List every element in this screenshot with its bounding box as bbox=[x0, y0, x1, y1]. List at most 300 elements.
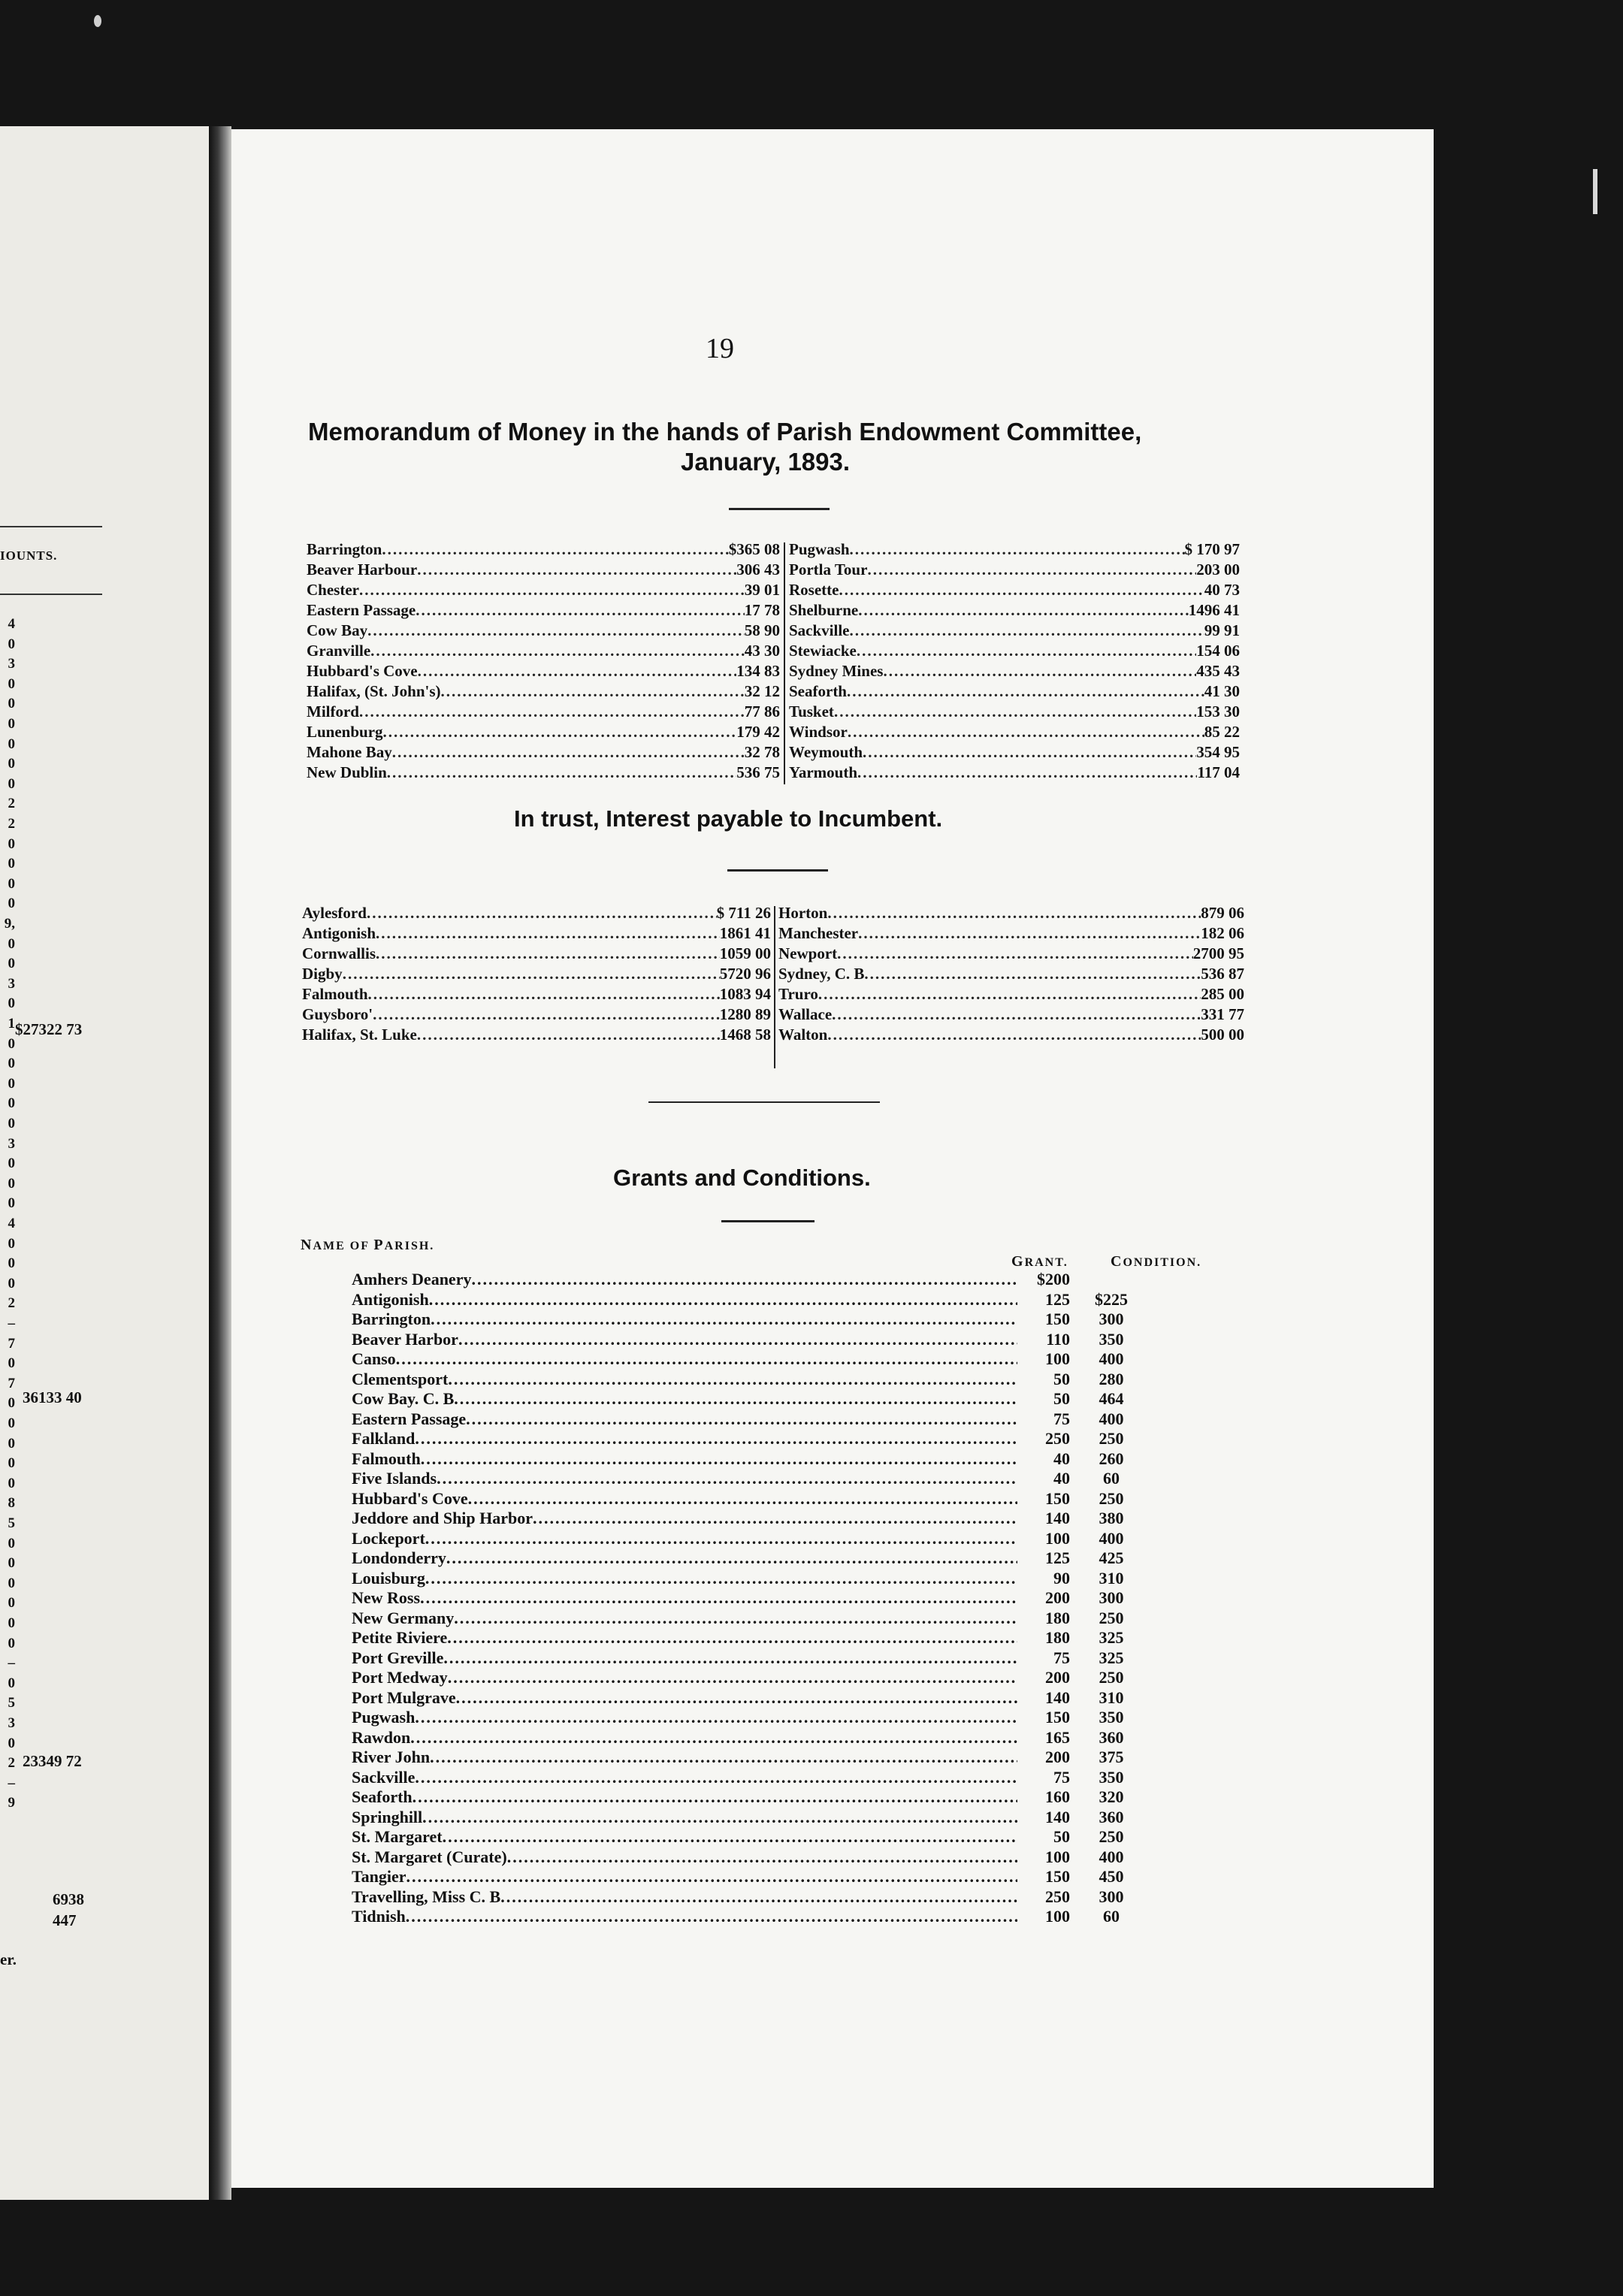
grant-row bbox=[352, 1688, 1153, 1708]
ledger-row bbox=[778, 903, 1244, 923]
amount: 354 95 bbox=[1196, 743, 1240, 761]
edge-digit: 3 bbox=[8, 1715, 15, 1731]
parish-name: Antigonish bbox=[302, 924, 376, 942]
parish-name: Lunenburg bbox=[307, 723, 383, 741]
leader-dots bbox=[864, 964, 1201, 984]
ledger-row bbox=[302, 984, 771, 1005]
ledger-row bbox=[789, 661, 1240, 681]
leader-dots bbox=[832, 1005, 1201, 1025]
parish-name: Springhill bbox=[352, 1807, 423, 1826]
parish-name: Barrington bbox=[307, 540, 382, 558]
ledger-row bbox=[789, 560, 1240, 580]
grant-row bbox=[352, 1489, 1153, 1509]
condition-amount: 250 bbox=[1099, 1827, 1124, 1846]
section-rule bbox=[729, 508, 830, 510]
parish-name: Walton bbox=[778, 1026, 828, 1044]
ledger-row bbox=[302, 1005, 771, 1025]
amount: 203 00 bbox=[1196, 560, 1240, 579]
edge-digit: 0 bbox=[8, 1635, 15, 1651]
ledger-row bbox=[307, 580, 780, 600]
parish-name: Stewiacke bbox=[789, 642, 857, 660]
leader-dots bbox=[858, 923, 1201, 944]
leader-dots bbox=[471, 1270, 1017, 1290]
ledger-row bbox=[789, 600, 1240, 621]
grant-amount: 150 bbox=[1045, 1867, 1070, 1886]
parish-name: Sydney, C. B bbox=[778, 965, 865, 983]
left-page-amount: 6938 bbox=[53, 1890, 84, 1908]
grant-amount: 160 bbox=[1045, 1787, 1070, 1806]
grant-amount: $200 bbox=[1037, 1270, 1070, 1288]
edge-digit: 0 bbox=[8, 835, 15, 852]
parish-name: Pugwash bbox=[789, 540, 850, 558]
grant-row bbox=[352, 1330, 1153, 1350]
parish-name: Manchester bbox=[778, 924, 859, 942]
grant-amount: 150 bbox=[1045, 1310, 1070, 1328]
condition-amount: 60 bbox=[1103, 1469, 1120, 1488]
amount: 2700 95 bbox=[1192, 944, 1244, 962]
condition-amount: 310 bbox=[1099, 1687, 1124, 1707]
edge-digit: 7 bbox=[8, 1375, 15, 1391]
parish-name: Hubbard's Cove bbox=[307, 662, 418, 680]
ledger-row bbox=[778, 1005, 1244, 1025]
leader-dots bbox=[863, 742, 1196, 763]
grant-amount: 165 bbox=[1045, 1727, 1070, 1747]
parish-name: Weymouth bbox=[789, 743, 863, 761]
parish-name: Eastern Passage bbox=[352, 1409, 467, 1428]
grant-row bbox=[352, 1648, 1153, 1669]
condition-amount: 250 bbox=[1099, 1608, 1124, 1627]
condition-amount: 250 bbox=[1099, 1488, 1124, 1508]
condition-amount: 400 bbox=[1099, 1409, 1124, 1428]
leader-dots bbox=[359, 702, 745, 722]
ledger-row bbox=[789, 580, 1240, 600]
parish-name: New Ross bbox=[352, 1588, 421, 1607]
leader-dots bbox=[387, 763, 736, 783]
edge-digit: 0 bbox=[8, 1575, 15, 1591]
edge-digit: 0 bbox=[8, 1095, 15, 1112]
amount: 1861 41 bbox=[719, 924, 771, 942]
edge-digit: 0 bbox=[8, 956, 15, 972]
edge-digit: 0 bbox=[8, 1535, 15, 1551]
amount: $ 711 26 bbox=[716, 904, 771, 922]
grant-amount: 75 bbox=[1053, 1767, 1070, 1787]
ledger-row bbox=[302, 1025, 771, 1045]
grant-amount: 250 bbox=[1045, 1429, 1070, 1448]
amount: 153 30 bbox=[1196, 702, 1240, 721]
leader-dots bbox=[368, 984, 720, 1005]
amount: 99 91 bbox=[1204, 621, 1240, 639]
leader-dots bbox=[431, 1310, 1017, 1330]
leader-dots bbox=[839, 580, 1204, 600]
ledger-row bbox=[302, 903, 771, 923]
parish-name: Yarmouth bbox=[789, 763, 858, 781]
section-rule bbox=[721, 1220, 815, 1222]
parish-name: River John bbox=[352, 1748, 431, 1766]
edge-digit: 2 bbox=[8, 1755, 15, 1772]
grant-row bbox=[352, 1349, 1153, 1370]
scan-artifact bbox=[1593, 169, 1597, 214]
ledger-row bbox=[307, 621, 780, 641]
grant-row bbox=[352, 1748, 1153, 1768]
leader-dots bbox=[834, 702, 1196, 722]
parish-name: Port Medway bbox=[352, 1668, 448, 1687]
grant-row bbox=[352, 1389, 1153, 1409]
edge-digit: 0 bbox=[8, 1555, 15, 1572]
condition-amount: 325 bbox=[1099, 1628, 1124, 1647]
grant-row bbox=[352, 1270, 1153, 1290]
grant-amount: 100 bbox=[1045, 1528, 1070, 1548]
leader-dots bbox=[417, 1025, 720, 1045]
edge-digit: – bbox=[8, 1316, 15, 1331]
edge-digit: 0 bbox=[8, 995, 15, 1012]
amount: 58 90 bbox=[744, 621, 780, 639]
amount: 40 73 bbox=[1204, 581, 1240, 599]
leader-dots bbox=[343, 964, 720, 984]
edge-digit: 0 bbox=[8, 896, 15, 912]
column-header-condition: CONDITION. bbox=[1111, 1253, 1202, 1270]
page-number: 19 bbox=[706, 333, 734, 364]
amount: 435 43 bbox=[1196, 662, 1240, 680]
condition-amount: 380 bbox=[1099, 1509, 1124, 1527]
amount: 1468 58 bbox=[719, 1026, 771, 1044]
grant-amount: 125 bbox=[1045, 1289, 1070, 1309]
grant-amount: 125 bbox=[1045, 1548, 1070, 1567]
edge-digit: 1 bbox=[8, 1016, 15, 1032]
leader-dots bbox=[422, 1808, 1017, 1828]
parish-name: Beaver Harbour bbox=[307, 560, 418, 579]
ledger-row bbox=[302, 944, 771, 964]
parish-name: Falkland bbox=[352, 1429, 416, 1448]
parish-name: St. Margaret bbox=[352, 1827, 443, 1846]
grant-row bbox=[352, 1907, 1153, 1927]
amount: 41 30 bbox=[1204, 682, 1240, 700]
grant-row bbox=[352, 1808, 1153, 1828]
ledger-row bbox=[778, 923, 1244, 944]
grant-row bbox=[352, 1668, 1153, 1688]
grants-list bbox=[352, 1270, 1153, 1927]
amount: 154 06 bbox=[1196, 642, 1240, 660]
leader-dots bbox=[456, 1688, 1017, 1708]
edge-digit: 0 bbox=[8, 1675, 15, 1691]
leader-dots bbox=[396, 1349, 1017, 1370]
leader-dots bbox=[406, 1907, 1017, 1927]
leader-dots bbox=[448, 1370, 1017, 1390]
grant-amount: 75 bbox=[1053, 1648, 1070, 1667]
parish-name: Aylesford bbox=[302, 904, 367, 922]
parish-name: Wallace bbox=[778, 1005, 833, 1023]
parish-name: Hubbard's Cove bbox=[352, 1488, 468, 1508]
grant-amount: 140 bbox=[1045, 1687, 1070, 1707]
edge-digit: 0 bbox=[8, 1595, 15, 1612]
condition-amount: 425 bbox=[1099, 1548, 1124, 1567]
grant-row bbox=[352, 1429, 1153, 1449]
leader-dots bbox=[827, 903, 1201, 923]
edge-digit: 2 bbox=[8, 1295, 15, 1312]
edge-digit: 0 bbox=[8, 675, 15, 692]
condition-amount: 260 bbox=[1099, 1449, 1124, 1468]
edge-digit: 0 bbox=[8, 1735, 15, 1751]
amount: 17 78 bbox=[744, 601, 780, 619]
parish-name: Cornwallis bbox=[302, 944, 376, 962]
parish-name: Londonderry bbox=[352, 1548, 446, 1567]
grant-amount: 50 bbox=[1053, 1369, 1070, 1388]
grant-amount: 200 bbox=[1045, 1748, 1070, 1766]
left-page-amount: 36133 40 bbox=[23, 1388, 82, 1406]
grant-row bbox=[352, 1847, 1153, 1868]
ledger-row bbox=[789, 539, 1240, 560]
grant-amount: 250 bbox=[1045, 1887, 1070, 1906]
grant-amount: 200 bbox=[1045, 1588, 1070, 1607]
edge-digit: – bbox=[8, 1775, 15, 1791]
grant-amount: 150 bbox=[1045, 1708, 1070, 1727]
ledger-row bbox=[778, 964, 1244, 984]
amount: 1496 41 bbox=[1188, 601, 1240, 619]
edge-digit: 0 bbox=[8, 1056, 15, 1072]
left-page-footer-fragment: er. bbox=[0, 1950, 17, 1968]
grant-row bbox=[352, 1469, 1153, 1489]
ledger-row bbox=[307, 681, 780, 702]
parish-name: Seaforth bbox=[789, 682, 847, 700]
amount: 117 04 bbox=[1197, 763, 1240, 781]
leader-dots bbox=[458, 1330, 1017, 1350]
grant-amount: 140 bbox=[1045, 1807, 1070, 1826]
grant-row bbox=[352, 1768, 1153, 1788]
grant-amount: 50 bbox=[1053, 1827, 1070, 1846]
grant-amount: 180 bbox=[1045, 1608, 1070, 1627]
leader-dots bbox=[430, 1748, 1017, 1768]
grant-amount: 140 bbox=[1045, 1509, 1070, 1527]
leader-dots bbox=[850, 539, 1185, 560]
edge-digit: 0 bbox=[8, 1116, 15, 1131]
trust-title: In trust, Interest payable to Incumbent. bbox=[514, 805, 943, 832]
ledger-row bbox=[307, 661, 780, 681]
parish-name: St. Margaret (Curate) bbox=[352, 1847, 507, 1866]
trust-right-column bbox=[778, 903, 1244, 1045]
parish-name: Jeddore and Ship Harbor bbox=[352, 1509, 533, 1527]
parish-name: Cow Bay. C. B bbox=[352, 1389, 455, 1408]
amount: $365 08 bbox=[728, 540, 780, 558]
condition-amount: 400 bbox=[1099, 1847, 1124, 1866]
leader-dots bbox=[376, 944, 720, 964]
leader-dots bbox=[847, 681, 1204, 702]
edge-digit: 0 bbox=[8, 1075, 15, 1092]
edge-digit: 0 bbox=[8, 856, 15, 872]
leader-dots bbox=[407, 1867, 1017, 1887]
grant-amount: 50 bbox=[1053, 1389, 1070, 1408]
edge-digit: 0 bbox=[8, 736, 15, 752]
leader-dots bbox=[420, 1588, 1017, 1609]
leader-dots bbox=[392, 742, 745, 763]
edge-digit: 0 bbox=[8, 696, 15, 712]
edge-digit: 0 bbox=[8, 1275, 15, 1292]
scan-artifact bbox=[94, 15, 101, 27]
condition-amount: 350 bbox=[1099, 1329, 1124, 1349]
parish-name: Guysboro' bbox=[302, 1005, 373, 1023]
parish-name: Halifax, (St. John's) bbox=[307, 682, 441, 700]
edge-digit: 0 bbox=[8, 1395, 15, 1412]
memorandum-title-line-2: January, 1893. bbox=[681, 448, 851, 476]
grant-amount: 180 bbox=[1045, 1628, 1070, 1647]
edge-digit: 9 bbox=[8, 1795, 15, 1811]
ledger-row bbox=[307, 722, 780, 742]
grant-amount: 75 bbox=[1053, 1409, 1070, 1428]
memorandum-right-column bbox=[789, 539, 1240, 783]
parish-name: Rosette bbox=[789, 581, 839, 599]
grant-row bbox=[352, 1529, 1153, 1549]
amount: 43 30 bbox=[744, 642, 780, 660]
ledger-row bbox=[307, 600, 780, 621]
leader-dots bbox=[410, 1728, 1017, 1748]
leader-dots bbox=[417, 560, 736, 580]
grant-row bbox=[352, 1887, 1153, 1908]
parish-name: Halifax, St. Luke bbox=[302, 1026, 417, 1044]
grant-row bbox=[352, 1827, 1153, 1847]
grant-row bbox=[352, 1548, 1153, 1569]
parish-name: Eastern Passage bbox=[307, 601, 416, 619]
grant-row bbox=[352, 1370, 1153, 1390]
edge-digit: 0 bbox=[8, 875, 15, 892]
parish-name: Tidnish bbox=[352, 1907, 406, 1926]
edge-digit: 0 bbox=[8, 1415, 15, 1431]
ledger-row bbox=[789, 702, 1240, 722]
parish-name: Amhers Deanery bbox=[352, 1270, 472, 1288]
ledger-row bbox=[307, 763, 780, 783]
grant-row bbox=[352, 1728, 1153, 1748]
amount: 1280 89 bbox=[719, 1005, 771, 1023]
amount: 182 06 bbox=[1201, 924, 1244, 942]
edge-digit: 0 bbox=[8, 1235, 15, 1252]
parish-name: Truro bbox=[778, 985, 818, 1003]
parish-name: Antigonish bbox=[352, 1289, 429, 1309]
amount: 306 43 bbox=[736, 560, 780, 579]
amount: 5720 96 bbox=[719, 965, 771, 983]
leader-dots bbox=[857, 641, 1196, 661]
amount: 1059 00 bbox=[719, 944, 771, 962]
parish-name: Granville bbox=[307, 642, 371, 660]
edge-digit: 4 bbox=[8, 616, 15, 632]
leader-dots bbox=[858, 600, 1189, 621]
grant-amount: 40 bbox=[1053, 1469, 1070, 1488]
leader-dots bbox=[370, 641, 745, 661]
condition-amount: 280 bbox=[1099, 1369, 1124, 1388]
left-page-amount: $27322 73 bbox=[15, 1020, 83, 1038]
condition-amount: 250 bbox=[1099, 1668, 1124, 1687]
edge-digit: 0 bbox=[8, 775, 15, 792]
condition-amount: 60 bbox=[1103, 1907, 1120, 1926]
leader-dots bbox=[827, 1025, 1201, 1045]
grant-amount: 100 bbox=[1045, 1847, 1070, 1866]
amount: 500 00 bbox=[1201, 1026, 1244, 1044]
edge-digit: 0 bbox=[8, 1195, 15, 1212]
left-page-amount: 447 bbox=[53, 1911, 77, 1929]
memorandum-title-line-1: Memorandum of Money in the hands of Parish Endowment Committee, bbox=[308, 418, 1142, 446]
leader-dots bbox=[443, 1827, 1017, 1847]
section-rule bbox=[727, 869, 828, 872]
amount: 134 83 bbox=[736, 662, 780, 680]
condition-amount: 464 bbox=[1099, 1389, 1124, 1408]
ledger-row bbox=[778, 984, 1244, 1005]
leader-dots bbox=[441, 681, 745, 702]
left-page-rule-top bbox=[0, 526, 102, 527]
condition-amount: 450 bbox=[1099, 1867, 1124, 1886]
grant-row bbox=[352, 1609, 1153, 1629]
edge-digit: 0 bbox=[8, 636, 15, 652]
column-header-grant: GRANT. bbox=[1011, 1253, 1068, 1270]
left-facing-page bbox=[0, 126, 209, 2200]
parish-name: Pugwash bbox=[352, 1708, 416, 1727]
parish-name: Lockeport bbox=[352, 1528, 425, 1548]
leader-dots bbox=[382, 539, 728, 560]
edge-digit: 5 bbox=[8, 1515, 15, 1531]
grant-amount: 110 bbox=[1046, 1329, 1070, 1349]
condition-amount: 375 bbox=[1099, 1748, 1124, 1766]
column-divider bbox=[784, 542, 785, 784]
leader-dots bbox=[448, 1668, 1017, 1688]
leader-dots bbox=[383, 722, 737, 742]
parish-name: Rawdon bbox=[352, 1727, 411, 1747]
parish-name: Sackville bbox=[789, 621, 850, 639]
amount: 77 86 bbox=[744, 702, 780, 721]
grant-row bbox=[352, 1290, 1153, 1310]
leader-dots bbox=[857, 763, 1197, 783]
section-rule-long bbox=[648, 1101, 880, 1103]
grant-row bbox=[352, 1409, 1153, 1430]
edge-digit: 8 bbox=[8, 1495, 15, 1512]
parish-name: Shelburne bbox=[789, 601, 859, 619]
left-page-rule-bottom bbox=[0, 594, 102, 595]
grant-amount: 100 bbox=[1045, 1907, 1070, 1926]
edge-digit: 0 bbox=[8, 1156, 15, 1172]
leader-dots bbox=[416, 600, 745, 621]
leader-dots bbox=[507, 1847, 1017, 1868]
leader-dots bbox=[413, 1787, 1017, 1808]
leader-dots bbox=[446, 1548, 1017, 1569]
parish-name: Five Islands bbox=[352, 1469, 437, 1488]
parish-name: Sydney Mines bbox=[789, 662, 884, 680]
grant-row bbox=[352, 1867, 1153, 1887]
leader-dots bbox=[837, 944, 1193, 964]
leader-dots bbox=[818, 984, 1201, 1005]
column-divider bbox=[774, 906, 775, 1068]
ledger-row bbox=[789, 641, 1240, 661]
parish-name: Clementsport bbox=[352, 1369, 449, 1388]
ledger-row bbox=[789, 742, 1240, 763]
leader-dots bbox=[359, 580, 745, 600]
edge-digit: 0 bbox=[8, 1035, 15, 1052]
ledger-row bbox=[789, 763, 1240, 783]
condition-amount: 350 bbox=[1099, 1767, 1124, 1787]
ledger-row bbox=[302, 923, 771, 944]
parish-name: Tangier bbox=[352, 1867, 407, 1886]
leader-dots bbox=[454, 1389, 1017, 1409]
amount: 32 12 bbox=[744, 682, 780, 700]
grant-row bbox=[352, 1628, 1153, 1648]
parish-name: Mahone Bay bbox=[307, 743, 392, 761]
condition-amount: 350 bbox=[1099, 1708, 1124, 1727]
parish-name: Windsor bbox=[789, 723, 848, 741]
leader-dots bbox=[415, 1708, 1017, 1728]
edge-digit: 3 bbox=[8, 975, 15, 992]
grant-row bbox=[352, 1708, 1153, 1728]
parish-name: Portla Tour bbox=[789, 560, 868, 579]
parish-name: Travelling, Miss C. B bbox=[352, 1887, 501, 1906]
edge-digit: 2 bbox=[8, 796, 15, 812]
leader-dots bbox=[425, 1569, 1017, 1589]
leader-dots bbox=[466, 1409, 1017, 1430]
left-page-amount: 23349 72 bbox=[23, 1752, 82, 1770]
edge-digit: 9, bbox=[4, 916, 15, 932]
edge-digit: 0 bbox=[8, 716, 15, 732]
